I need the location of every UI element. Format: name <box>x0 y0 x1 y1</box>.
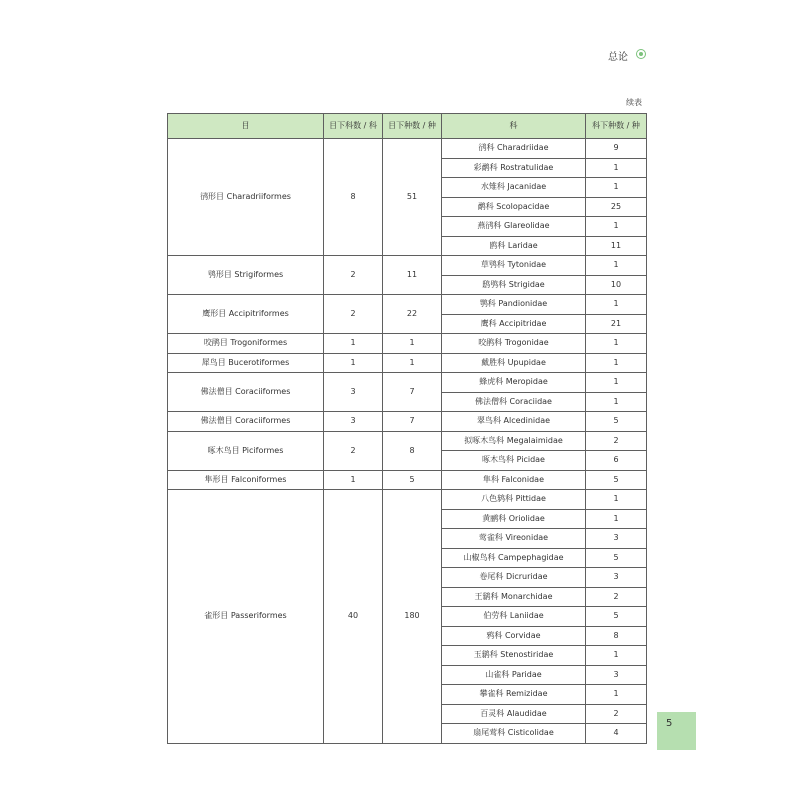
family-name-cell: 鸻科 Charadriidae <box>442 139 586 159</box>
family-species-count-cell: 1 <box>586 646 647 666</box>
family-species-count-cell: 2 <box>586 431 647 451</box>
order-name-cell: 啄木鸟目 Piciformes <box>168 431 324 470</box>
order-name-cell: 鹰形目 Accipitriformes <box>168 295 324 334</box>
column-header-family: 科 <box>442 114 586 139</box>
family-name-cell: 鹗科 Pandionidae <box>442 295 586 315</box>
family-name-cell: 水雉科 Jacanidae <box>442 178 586 198</box>
order-species-count-cell: 1 <box>383 334 442 354</box>
family-name-cell: 攀雀科 Remizidae <box>442 685 586 705</box>
family-name-cell: 鸱鸮科 Strigidae <box>442 275 586 295</box>
order-family-count-cell: 40 <box>324 490 383 744</box>
family-species-count-cell: 1 <box>586 217 647 237</box>
family-name-cell: 啄木鸟科 Picidae <box>442 451 586 471</box>
order-species-count-cell: 7 <box>383 412 442 432</box>
family-name-cell: 百灵科 Alaudidae <box>442 704 586 724</box>
family-name-cell: 莺雀科 Vireonidae <box>442 529 586 549</box>
circle-bullet-icon <box>636 49 646 59</box>
order-species-count-cell: 11 <box>383 256 442 295</box>
family-name-cell: 伯劳科 Laniidae <box>442 607 586 627</box>
order-family-count-cell: 2 <box>324 431 383 470</box>
family-name-cell: 鸥科 Laridae <box>442 236 586 256</box>
continued-label: 续表 <box>626 98 642 107</box>
column-header-species-count: 目下种数 / 种 <box>383 114 442 139</box>
family-name-cell: 拟啄木鸟科 Megalaimidae <box>442 431 586 451</box>
family-species-count-cell: 1 <box>586 490 647 510</box>
order-species-count-cell: 1 <box>383 353 442 373</box>
family-species-count-cell: 10 <box>586 275 647 295</box>
order-species-count-cell: 7 <box>383 373 442 412</box>
family-species-count-cell: 1 <box>586 685 647 705</box>
column-header-family-species: 科下种数 / 种 <box>586 114 647 139</box>
family-name-cell: 草鸮科 Tytonidae <box>442 256 586 276</box>
family-species-count-cell: 8 <box>586 626 647 646</box>
family-name-cell: 隼科 Falconidae <box>442 470 586 490</box>
family-name-cell: 卷尾科 Dicruridae <box>442 568 586 588</box>
order-name-cell: 咬鹃目 Trogoniformes <box>168 334 324 354</box>
family-species-count-cell: 21 <box>586 314 647 334</box>
family-species-count-cell: 2 <box>586 587 647 607</box>
family-species-count-cell: 3 <box>586 665 647 685</box>
page-number-tab <box>657 712 696 750</box>
family-name-cell: 翠鸟科 Alcedinidae <box>442 412 586 432</box>
family-species-count-cell: 1 <box>586 158 647 178</box>
order-name-cell: 佛法僧目 Coraciiformes <box>168 412 324 432</box>
order-species-count-cell: 8 <box>383 431 442 470</box>
family-species-count-cell: 1 <box>586 256 647 276</box>
table-row <box>168 412 647 432</box>
family-name-cell: 佛法僧科 Coraciidae <box>442 392 586 412</box>
family-name-cell: 咬鹃科 Trogonidae <box>442 334 586 354</box>
family-species-count-cell: 3 <box>586 568 647 588</box>
table-row <box>168 353 647 373</box>
family-name-cell: 玉鹟科 Stenostiridae <box>442 646 586 666</box>
table-row <box>168 334 647 354</box>
order-family-count-cell: 1 <box>324 353 383 373</box>
order-name-cell: 犀鸟目 Bucerotiformes <box>168 353 324 373</box>
order-name-cell: 鸻形目 Charadriiformes <box>168 139 324 256</box>
order-family-count-cell: 1 <box>324 470 383 490</box>
family-species-count-cell: 1 <box>586 353 647 373</box>
page-number: 5 <box>666 718 673 729</box>
order-species-count-cell: 5 <box>383 470 442 490</box>
family-species-count-cell: 5 <box>586 548 647 568</box>
family-name-cell: 燕鸻科 Glareolidae <box>442 217 586 237</box>
order-family-count-cell: 3 <box>324 412 383 432</box>
table-header-row <box>168 114 647 139</box>
family-name-cell: 鹰科 Accipitridae <box>442 314 586 334</box>
family-name-cell: 山椒鸟科 Campephagidae <box>442 548 586 568</box>
family-species-count-cell: 1 <box>586 178 647 198</box>
order-family-count-cell: 2 <box>324 256 383 295</box>
family-species-count-cell: 25 <box>586 197 647 217</box>
family-species-count-cell: 11 <box>586 236 647 256</box>
family-species-count-cell: 5 <box>586 607 647 627</box>
family-species-count-cell: 3 <box>586 529 647 549</box>
family-species-count-cell: 1 <box>586 373 647 393</box>
family-species-count-cell: 1 <box>586 295 647 315</box>
family-species-count-cell: 1 <box>586 509 647 529</box>
family-name-cell: 山雀科 Paridae <box>442 665 586 685</box>
table-row <box>168 373 647 393</box>
family-species-count-cell: 5 <box>586 412 647 432</box>
order-name-cell: 隼形目 Falconiformes <box>168 470 324 490</box>
family-species-count-cell: 2 <box>586 704 647 724</box>
family-species-count-cell: 1 <box>586 392 647 412</box>
family-species-count-cell: 5 <box>586 470 647 490</box>
family-name-cell: 扇尾莺科 Cisticolidae <box>442 724 586 744</box>
order-species-count-cell: 22 <box>383 295 442 334</box>
family-species-count-cell: 9 <box>586 139 647 159</box>
column-header-family-count: 目下科数 / 科 <box>324 114 383 139</box>
family-name-cell: 黄鹂科 Oriolidae <box>442 509 586 529</box>
order-name-cell: 鸮形目 Strigiformes <box>168 256 324 295</box>
family-species-count-cell: 4 <box>586 724 647 744</box>
order-name-cell: 佛法僧目 Coraciiformes <box>168 373 324 412</box>
table-row <box>168 295 647 315</box>
bird-taxonomy-table <box>167 113 647 744</box>
table-row <box>168 256 647 276</box>
column-header-order: 目 <box>168 114 324 139</box>
table-row <box>168 470 647 490</box>
family-name-cell: 鸦科 Corvidae <box>442 626 586 646</box>
order-family-count-cell: 3 <box>324 373 383 412</box>
family-name-cell: 八色鸫科 Pittidae <box>442 490 586 510</box>
table-row <box>168 431 647 451</box>
family-species-count-cell: 6 <box>586 451 647 471</box>
family-name-cell: 蜂虎科 Meropidae <box>442 373 586 393</box>
table-row <box>168 490 647 510</box>
family-name-cell: 戴胜科 Upupidae <box>442 353 586 373</box>
family-name-cell: 鹬科 Scolopacidae <box>442 197 586 217</box>
order-species-count-cell: 180 <box>383 490 442 744</box>
family-name-cell: 王鹟科 Monarchidae <box>442 587 586 607</box>
order-species-count-cell: 51 <box>383 139 442 256</box>
family-species-count-cell: 1 <box>586 334 647 354</box>
order-family-count-cell: 8 <box>324 139 383 256</box>
order-family-count-cell: 2 <box>324 295 383 334</box>
chapter-title: 总论 <box>608 52 628 63</box>
table-row <box>168 139 647 159</box>
order-family-count-cell: 1 <box>324 334 383 354</box>
order-name-cell: 雀形目 Passeriformes <box>168 490 324 744</box>
family-name-cell: 彩鹬科 Rostratulidae <box>442 158 586 178</box>
